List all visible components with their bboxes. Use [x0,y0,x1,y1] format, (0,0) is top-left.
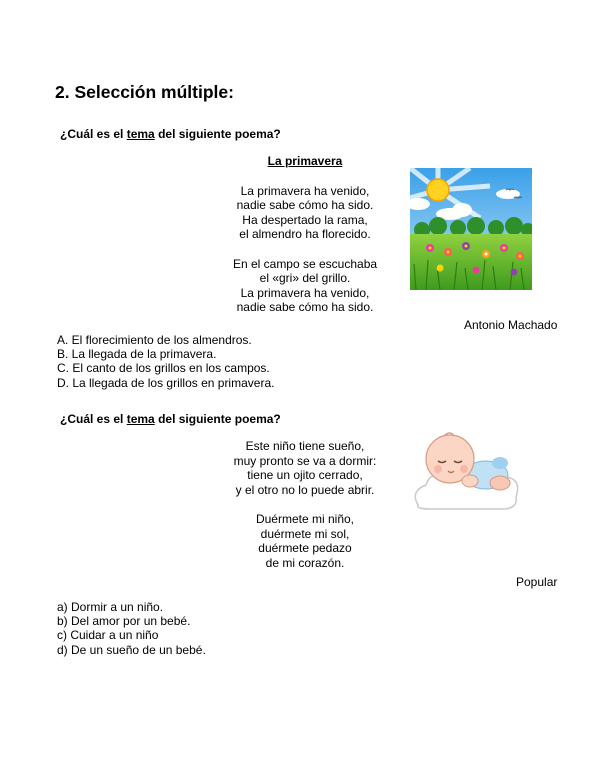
option-c[interactable]: c) Cuidar a un niño [57,628,159,643]
poem-line: La primavera ha venido, [240,183,370,198]
question-2-prefix: ¿Cuál es el [60,412,124,426]
option-b[interactable]: b) Del amor por un bebé. [57,614,191,629]
poem-line: Este niño tiene sueño, [245,439,365,453]
poem-line: y el otro no lo puede abrir. [235,482,375,497]
poem-line: duérmete pedazo [258,541,352,556]
question-1-options [57,333,274,390]
poem-line: duérmete mi sol, [260,526,350,541]
poem-1-stanza-1 [200,184,410,242]
poem-2-author: Popular [516,575,558,589]
option-a[interactable]: a) Dormir a un niño. [57,600,164,614]
poem-2-stanza-1 [200,439,410,497]
poem-line: Duérmete mi niño, [255,511,355,526]
question-2-options [57,600,206,657]
poem-line: muy pronto se va a dormir: [233,453,377,468]
poem-line: En el campo se escuchaba [232,256,378,271]
poem-1 [200,154,410,315]
question-2-keyword: tema [126,412,155,426]
question-1-suffix: del siguiente poema? [158,127,281,141]
question-2 [60,412,281,426]
poem-line: el almendro ha florecido. [239,227,371,242]
question-1 [60,127,281,141]
option-c[interactable]: C. El canto de los grillos en los campos. [57,361,270,376]
section-title: 2. Selección múltiple: [55,82,234,102]
poem-line: el «gri» del grillo. [259,271,351,286]
poem-line: nadie sabe cómo ha sido. [236,300,374,315]
poem-line: La primavera ha venido, [240,285,370,300]
option-d[interactable]: D. La llegada de los grillos en primavera. [57,375,275,390]
poem-1-stanza-2 [200,257,410,315]
poem-line: de mi corazón. [265,555,345,570]
spring-landscape-icon [410,168,532,290]
option-d[interactable]: d) De un sueño de un bebé. [57,642,206,657]
question-1-prefix: ¿Cuál es el [60,127,124,141]
poem-2-stanza-2 [200,512,410,570]
poem-line: nadie sabe cómo ha sido. [236,198,374,213]
poem-line: tiene un ojito cerrado, [247,468,363,483]
question-2-suffix: del siguiente poema? [158,412,281,426]
poem-2 [200,439,410,570]
question-1-keyword: tema [126,127,155,141]
sleeping-baby-icon [408,425,526,525]
option-a[interactable]: A. El florecimiento de los almendros. [57,333,252,347]
poem-1-author: Antonio Machado [464,318,558,332]
poem-1-title: La primavera [267,154,343,168]
option-b[interactable]: B. La llegada de la primavera. [57,347,217,362]
poem-line: Ha despertado la rama, [242,212,368,227]
